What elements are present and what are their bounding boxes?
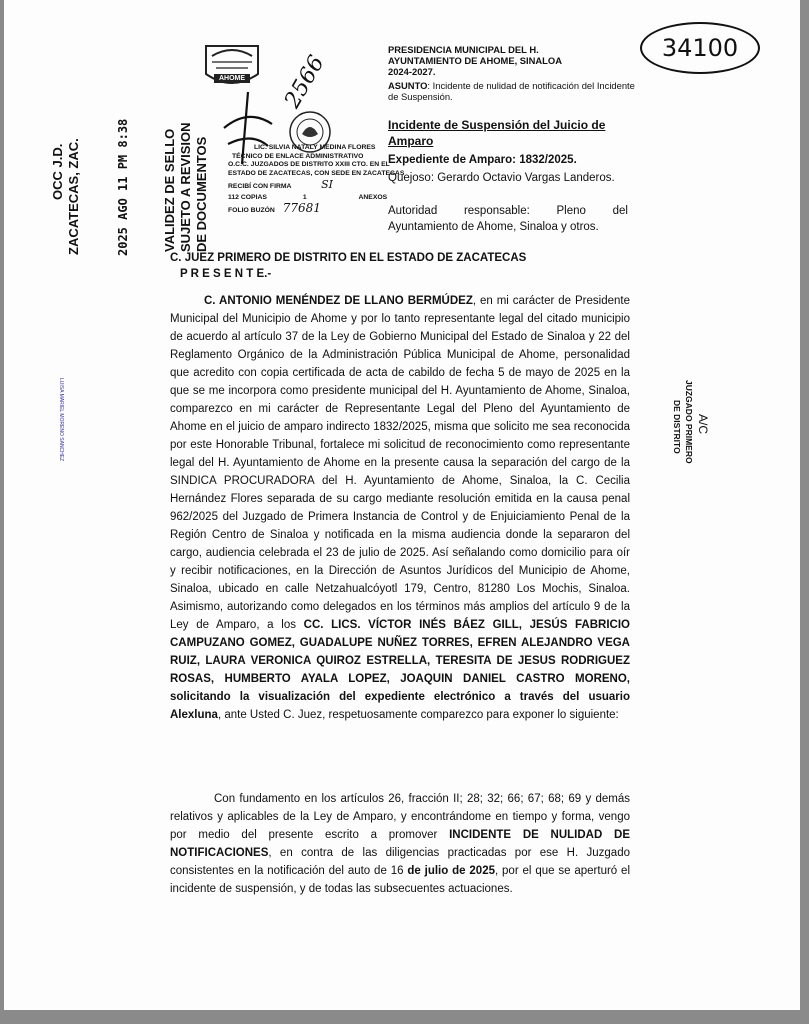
para2-bold: INCIDENTE DE NULIDAD DE NOTIFICACIONES [170,829,630,859]
incidente-title: Incidente de Suspensión del Juicio de Amparo [388,118,606,148]
paragraph-1 [170,292,630,724]
asunto-text: : Incidente de nulidad de notificación del Incidente de Suspensión. [388,80,635,102]
para1-bold: CC. LICS. VÍCTOR INÉS BÁEZ GILL, JESÚS FABRICIO CAMPUZANO GOMEZ, GUADALUPE NUÑEZ TORRES, EFREN ALEJANDRO VEGA RUIZ, LAURA VERONICA QUIROZ ESTRELLA, TERESITA DE JESUS RODRIGUEZ ROSAS, HUMBERTO AYALA LOPEZ, JOAQUIN DANIEL CASTRO MORENO, solicitando la visualización del expediente electrónico a través del usuario Alexluna [170,619,630,721]
expediente: Expediente de Amparo: 1832/2025. [388,154,577,166]
receipt-office2: ESTADO DE ZACATECAS, CON SEDE EN ZACATECAS [228,169,405,177]
addressee-line1: C. JUEZ PRIMERO DE DISTRITO EN EL ESTADO DE ZACATECAS [170,252,527,264]
receipt-recibi: RECIBÍ CON FIRMA [228,183,292,190]
receipt-anexos: ANEXOS [358,193,388,201]
receipt-firma-row [228,178,428,192]
receipt-folio-row [228,201,428,216]
receipt-firma-val: SI [321,178,333,191]
header-line1: PRESIDENCIA MUNICIPAL DEL H. [388,44,539,55]
validez-line2: SUJETO A REVISION [178,122,193,252]
para1-end: , ante Usted C. Juez, respetuosamente comparezco para exponer lo siguiente: [217,709,619,721]
paragraph-2 [170,790,630,898]
para1-a: , en mi carácter de Presidente Municipal del Municipio de Ahome y por lo tanto representante legal del citado municipio de acuerdo al artículo 37 de la Ley de Gobierno Municipal del Estado de Sinaloa y 22 del Reglamento Orgánico de la Administración Pública Municipal de Ahome, personalidad que acredito con copia certificada de acta de cabildo de fecha 5 de mayo de 2025 en la que se me incorpora como presidente municipal del H. Ayuntamiento de Ahome, Sinaloa, comparezco en mi carácter de Representante Legal del Pleno del Ayuntamiento de Ahome en el juicio de amparo indirecto 1832/2025, misma que solicito me sea reconocida por este Honorable Tribunal, fortalece mi solicitud de reconocimiento como representante legal del H. Ayuntamiento de Ahome en la presente causa la separación del cargo de la SINDICA PROCURADORA del H. Ayuntamiento de Ahome, Sinaloa, la C. Cecilia Hernández Flores separada de su cargo mediante resolución emitida en la causa penal 962/2025 del Juzgado de Primera Instancia de Control y de Enjuiciamiento Penal de la Región Centro de Sinaloa y notificada en la misma audiencia donde la separaron del cargo, audiencia celebrada el 23 de julio de 2025. Así señalando como domicilio para oír y recibir notificaciones, en la Dirección de Asuntos Jurídicos del Municipio de Ahome, Sinaloa, ubicado en calle Netzahualcóyotl 179, Centro, 81280 Los Mochis, Sinaloa. Asimismo, autorizando como delegados en los términos más amplios del artículo 9 de la Ley de Amparo, a los [170,295,630,631]
receipt-copias: 112 COPIAS [228,193,267,201]
header-line2: AYUNTAMIENTO DE AHOME, SINALOA [388,55,562,66]
receipt-copias-val: 1 [302,193,307,201]
validez-line1: VALIDEZ DE SELLO [162,128,177,252]
logo-label: AHOME [218,75,246,82]
addressee-line2: P R E S E N T E.- [180,268,272,280]
receipt-copias-row [228,194,428,203]
autoridad: Autoridad responsable: Pleno del Ayuntamiento de Ahome, Sinaloa y otros. [388,205,628,233]
occ-date: 2025 AGO 11 PM 8:38 [116,118,130,256]
occ-location: ZACATECAS, ZAC. [66,138,81,255]
receipt-role: TÉCNICO DE ENLACE ADMINISTRATIVO [232,152,364,160]
header-line3: 2024-2027. [388,66,436,77]
right-stamp-line2: DE DISTRITO [672,400,682,454]
para2-bold2: de julio de 2025 [407,865,495,877]
right-stamp-mark: A/C [696,414,710,435]
ahome-logo [200,40,264,94]
right-stamp-line1: JUZGADO PRIMERO [684,380,694,464]
receipt-office1: O.C.C. JUZGADOS DE DISTRITO XXIII CTO. EN EL [228,161,390,168]
receipt-folio-val: 77681 [282,201,321,215]
receipt-folio: FOLIO BUZÓN [228,207,275,214]
para2-b: , en contra de las diligencias practicadas por ese H. Juzgado consistentes en la notificación del auto de 16 [170,847,630,877]
asunto [388,80,638,102]
header [388,44,638,77]
handwritten-mark: 2566 [280,51,330,113]
addressee [170,250,526,282]
quejoso: Quejoso: Gerardo Octavio Vargas Landeros. [388,172,615,184]
receipt-stamp [228,144,428,216]
para2-a: Con fundamento en los artículos 26, fracción II; 28; 32; 66; 67; 68; 69 y demás relativos y aplicables de la Ley de Amparo, y encontrándome en tiempo y forma, vengo por medio del presente escrito a promover [170,793,630,841]
asunto-label: ASUNTO [388,80,428,91]
receipt-name: LIC. SILVIA NATALY MEDINA FLORES [254,144,376,151]
side-small-text: LUISA MARIEL MORENO SANCHEZ [58,378,64,462]
occ-stamp: OCC J.D. [50,143,65,200]
para1-name: C. ANTONIO MENÉNDEZ DE LLANO BERMÚDEZ [204,295,473,307]
validez-line3: DE DOCUMENTOS [194,136,209,252]
handwritten-number: 34100 [640,22,760,74]
para2-c: , por el que se aperturó el incidente de suspensión, y de todas las subsecuentes actuaciones. [170,865,630,895]
